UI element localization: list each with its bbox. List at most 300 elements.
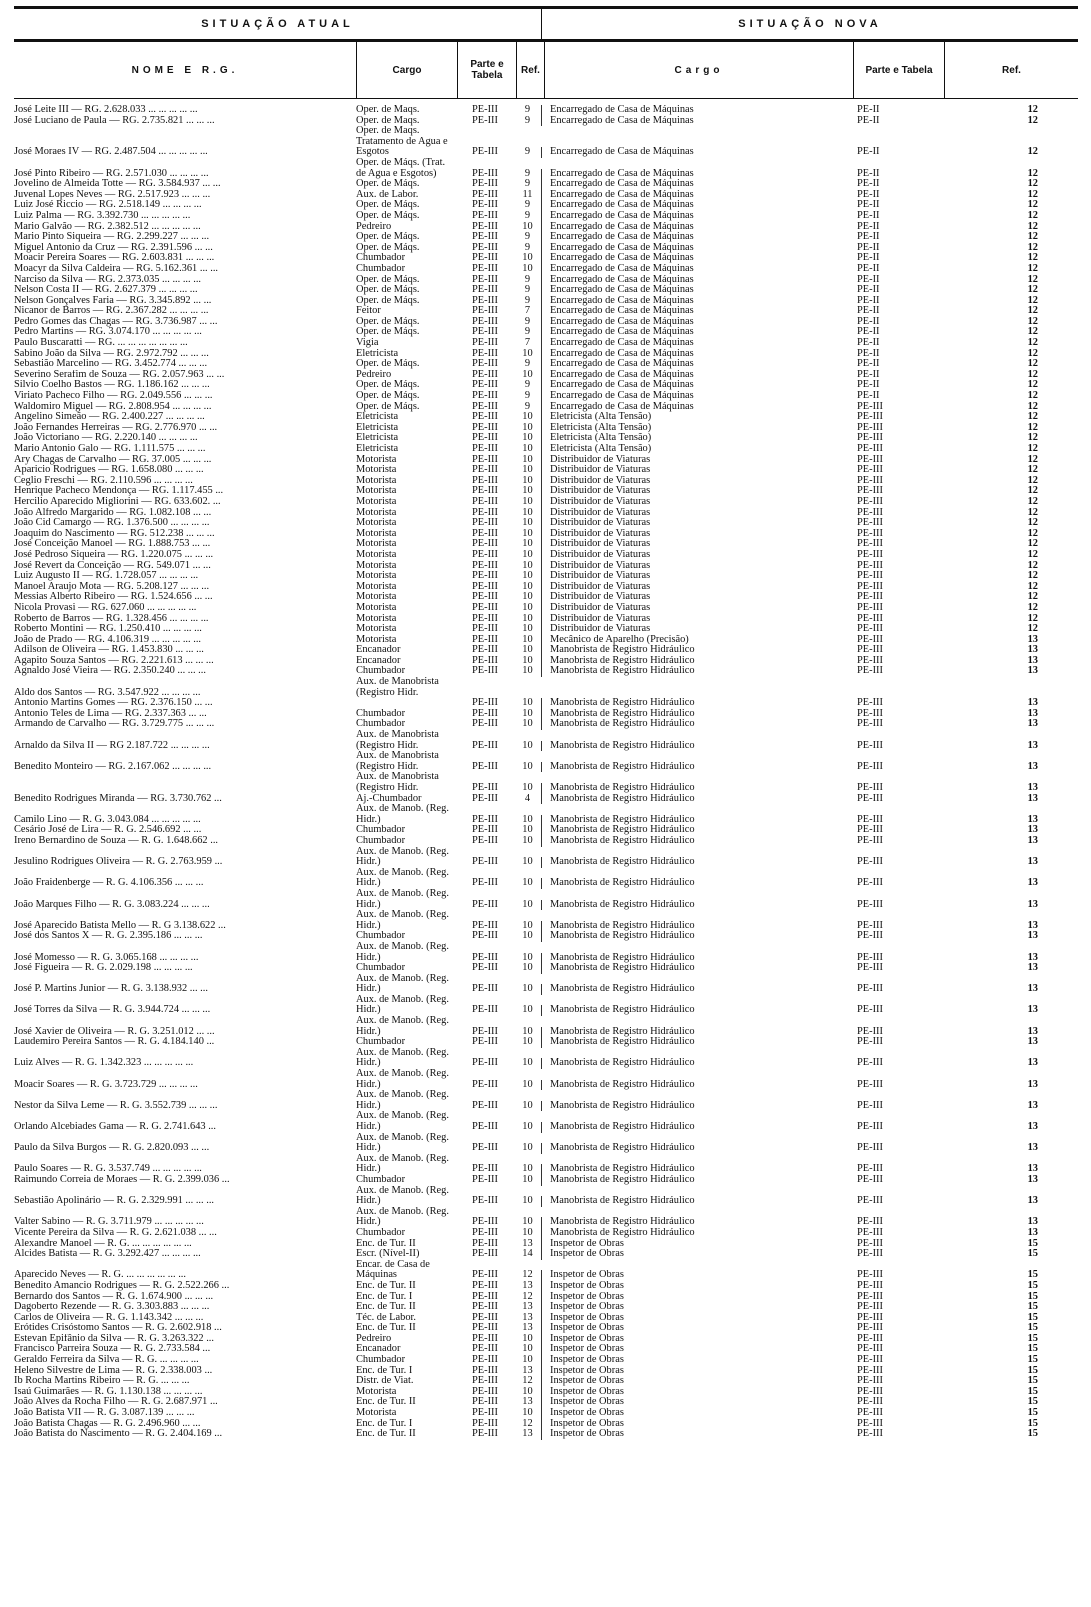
parte-cell: PE-III <box>472 1217 498 1228</box>
parte-new-cell: PE-II <box>857 221 880 232</box>
cargo-new-cell: Inspetor de Obras <box>541 1376 849 1387</box>
cargo-cell: Chumbador <box>356 708 406 719</box>
cargo-new-cell: Inspetor de Obras <box>541 1387 849 1398</box>
parte-cell: PE-III <box>472 740 498 751</box>
parte-cell: PE-III <box>472 496 498 507</box>
name-cell: Agapito Souza Santos — RG. 2.221.613 ... ... ... <box>14 655 214 666</box>
cargo-cell: Aux. de Manob. (Reg. Hidr.) <box>356 888 449 910</box>
cargo-cell: Oper. de Máqs. <box>356 380 420 391</box>
parte-new-cell: PE-III <box>857 422 883 433</box>
name-cell: Miguel Antonio da Cruz — RG. 2.391.596 ... ... <box>14 242 213 253</box>
parte-cell: PE-III <box>472 571 498 582</box>
ref-new-cell: 13 <box>1027 857 1038 868</box>
parte-cell: PE-III <box>472 581 498 592</box>
parte-new-cell: PE-III <box>857 857 883 868</box>
parte-cell: PE-III <box>472 645 498 656</box>
parte-cell: PE-III <box>472 602 498 613</box>
cargo-cell: Oper. de Máqs. <box>356 179 420 190</box>
cargo-cell: Eletricista <box>356 422 399 433</box>
ref-new-cell: 12 <box>1027 253 1038 264</box>
ref-new-cell: 15 <box>1027 1302 1038 1313</box>
parte-cell: PE-III <box>472 1079 498 1090</box>
name-cell: Nicanor de Barros — RG. 2.367.282 ... ... ... ... <box>14 306 209 317</box>
parte-new-cell: PE-III <box>857 433 883 444</box>
table-body <box>14 105 1078 1440</box>
ref-cell: 9 <box>524 391 531 402</box>
section-new: SITUAÇÃO NOVA <box>738 18 882 30</box>
cargo-cell: Enc. de Tur. II <box>356 1302 416 1313</box>
name-cell: Alcides Batista — R. G. 3.292.427 ... ... ... ... <box>14 1249 201 1260</box>
ref-new-cell: 15 <box>1027 1238 1038 1249</box>
table-row <box>14 264 1078 275</box>
ref-new-cell: 12 <box>1027 560 1038 571</box>
ref-cell: 10 <box>522 1174 533 1185</box>
ref-cell: 13 <box>522 1323 533 1334</box>
ref-new-cell: 13 <box>1027 740 1038 751</box>
ref-new-cell: 12 <box>1027 168 1038 179</box>
parte-cell: PE-III <box>472 327 498 338</box>
cargo-cell: Aux. de Manobrista (Registro Hidr. <box>356 730 439 751</box>
cargo-cell: Pedreiro <box>356 369 392 380</box>
cargo-new-cell: Distribuidor de Viaturas <box>541 508 849 519</box>
cargo-cell: Aux. de Manob. (Reg. Hidr.) <box>356 804 449 825</box>
parte-new-cell: PE-III <box>857 571 883 582</box>
table-row <box>14 582 1078 593</box>
parte-cell: PE-III <box>472 465 498 476</box>
table-row <box>14 847 1078 868</box>
cargo-cell: Motorista <box>356 475 397 486</box>
cargo-new-cell: Inspetor de Obras <box>541 1239 849 1250</box>
ref-new-cell: 15 <box>1027 1376 1038 1387</box>
name-cell: Benedito Rodrigues Miranda — RG. 3.730.762 ... <box>14 793 222 804</box>
cargo-cell: Motorista <box>356 465 397 476</box>
parte-cell: PE-III <box>472 1376 498 1387</box>
parte-cell: PE-III <box>472 1143 498 1154</box>
cargo-cell: Téc. de Labor. <box>356 1312 417 1323</box>
table-row <box>14 836 1078 847</box>
name-cell: Jovelino de Almeida Totte — RG. 3.584.937 ... ... <box>14 179 221 190</box>
ref-cell: 11 <box>522 189 533 200</box>
parte-cell: PE-III <box>472 1238 498 1249</box>
cargo-new-cell: Distribuidor de Viaturas <box>541 561 849 572</box>
ref-cell: 9 <box>524 359 531 370</box>
cargo-cell: Oper. de Maqs. Tratamento de Agua e Esgotos <box>356 126 448 158</box>
cargo-new-cell: Manobrista de Registro Hidráulico <box>541 666 849 677</box>
parte-new-cell: PE-III <box>857 518 883 529</box>
ref-cell: 10 <box>522 560 533 571</box>
table-row <box>14 698 1078 709</box>
ref-cell: 10 <box>522 878 533 889</box>
name-cell: Nelson Gonçalves Faria — RG. 3.345.892 ... ... <box>14 295 212 306</box>
parte-cell: PE-III <box>472 1291 498 1302</box>
ref-cell: 10 <box>522 539 533 550</box>
ref-cell: 13 <box>522 1280 533 1291</box>
parte-cell: PE-III <box>472 1429 498 1440</box>
cargo-new-cell: Manobrista de Registro Hidráulico <box>541 1037 849 1048</box>
name-cell: José Pinto Ribeiro — RG. 2.571.030 ... ... ... ... <box>14 167 209 179</box>
parte-cell: PE-III <box>472 359 498 370</box>
parte-new-cell: PE-III <box>857 740 883 751</box>
name-cell: José Luciano de Paula — RG. 2.735.821 ... ... ... <box>14 115 215 126</box>
ref-new-cell: 13 <box>1027 1164 1038 1175</box>
table-row <box>14 751 1078 772</box>
cargo-new-cell: Distribuidor de Viaturas <box>541 518 849 529</box>
cargo-cell: Oper. de Máqs. (Trat. de Agua e Esgotos) <box>356 157 446 179</box>
ref-cell: 9 <box>524 316 531 327</box>
table-row <box>14 709 1078 720</box>
document-sheet <box>14 6 1078 1440</box>
ref-cell: 10 <box>522 528 533 539</box>
cargo-new-cell: Manobrista de Registro Hidráulico <box>541 1080 849 1091</box>
table-row <box>14 476 1078 487</box>
parte-cell: PE-III <box>472 1249 498 1260</box>
cargo-new-cell: Inspetor de Obras <box>541 1419 849 1430</box>
table-row <box>14 1037 1078 1048</box>
name-cell: João Fraidenberge — R. G. 4.106.356 ... ... ... <box>14 877 204 889</box>
cargo-cell: Aux. de Manob. (Reg. Hidr.) <box>356 867 449 889</box>
ref-new-cell: 13 <box>1027 1174 1038 1185</box>
parte-new-cell: PE-III <box>857 1270 883 1281</box>
table-row <box>14 592 1078 603</box>
ref-new-cell: 12 <box>1027 465 1038 476</box>
ref-cell: 10 <box>522 412 533 423</box>
parte-new-cell: PE-II <box>857 359 880 370</box>
parte-cell: PE-III <box>472 899 498 910</box>
parte-new-cell: PE-III <box>857 1037 883 1048</box>
name-cell: Severino Serafim de Souza — RG. 2.057.963 ... ... <box>14 369 225 380</box>
section-header <box>14 9 1078 39</box>
cargo-new-cell: Manobrista de Registro Hidráulico <box>541 1196 849 1207</box>
ref-cell: 10 <box>522 1227 533 1238</box>
cargo-cell: Aux. de Manob. (Reg. Hidr.) <box>356 1206 449 1228</box>
cargo-cell: Oper. de Máqs. <box>356 391 420 402</box>
cargo-cell: Enc. de Tur. I <box>356 1365 413 1376</box>
name-cell: João Batista Chagas — R. G. 2.496.960 ... ... <box>14 1418 201 1429</box>
ref-cell: 9 <box>524 232 531 243</box>
cargo-new-cell: Distribuidor de Viaturas <box>541 497 849 508</box>
parte-cell: PE-III <box>472 200 498 211</box>
cargo-cell: Motorista <box>356 518 397 529</box>
parte-new-cell: PE-II <box>857 168 880 179</box>
name-cell: João Alves da Rocha Filho — R. G. 2.687.971 ... <box>14 1397 218 1408</box>
ref-new-cell: 12 <box>1027 115 1038 126</box>
cargo-new-cell: Distribuidor de Viaturas <box>541 624 849 635</box>
section-current: SITUAÇÃO ATUAL <box>14 9 542 39</box>
table-row <box>14 931 1078 942</box>
ref-cell: 10 <box>522 613 533 624</box>
cargo-cell <box>356 698 456 709</box>
ref-new-cell: 13 <box>1027 708 1038 719</box>
cargo-new-cell: Encarregado de Casa de Máquinas <box>541 296 849 307</box>
ref-cell: 14 <box>522 1249 533 1260</box>
parte-cell: PE-III <box>472 1397 498 1408</box>
name-cell: Sabino João da Silva — RG. 2.972.792 ... ... ... <box>14 348 209 359</box>
ref-new-cell: 12 <box>1027 444 1038 454</box>
table-row <box>14 1387 1078 1398</box>
ref-new-cell: 12 <box>1027 380 1038 391</box>
cargo-new-cell: Manobrista de Registro Hidráulico <box>541 1164 849 1175</box>
ref-new-cell: 13 <box>1027 899 1038 910</box>
name-cell: Aparecido Neves — R. G. ... ... ... ... ... ... <box>14 1269 186 1281</box>
parte-new-cell: PE-III <box>857 783 883 793</box>
parte-new-cell: PE-III <box>857 920 883 931</box>
parte-cell: PE-III <box>472 1196 498 1207</box>
table-row <box>14 825 1078 836</box>
table-row <box>14 963 1078 974</box>
cargo-cell: Aux. de Manobrista (Registro Hidr. <box>356 677 439 698</box>
cargo-new-cell: Manobrista de Registro Hidráulico <box>541 1027 849 1038</box>
cargo-cell: Oper. de Maqs. <box>356 105 420 115</box>
table-row <box>14 1111 1078 1132</box>
cargo-cell: Aux. de Labor. <box>356 189 419 200</box>
ref-cell: 10 <box>522 1217 533 1228</box>
table-row <box>14 603 1078 614</box>
cargo-cell: Chumbador <box>356 963 406 974</box>
parte-cell: PE-III <box>472 1026 498 1037</box>
ref-new-cell: 13 <box>1027 1227 1038 1238</box>
ref-new-cell: 13 <box>1027 634 1038 645</box>
parte-cell: PE-III <box>472 984 498 995</box>
parte-new-cell: PE-II <box>857 232 880 243</box>
ref-cell: 10 <box>522 634 533 645</box>
table-row <box>14 508 1078 519</box>
cargo-new-cell: Inspetor de Obras <box>541 1334 849 1345</box>
cargo-new-cell: Manobrista de Registro Hidráulico <box>541 645 849 656</box>
cargo-cell: Oper. de Máqs. <box>356 359 420 370</box>
ref-new-cell: 12 <box>1027 613 1038 624</box>
name-cell: Roberto de Barros — RG. 1.328.456 ... ... ... ... <box>14 613 209 624</box>
col-parte-header: Parte e Tabela <box>458 42 517 98</box>
cargo-new-cell: Manobrista de Registro Hidráulico <box>541 931 849 942</box>
ref-cell: 9 <box>524 105 531 115</box>
parte-cell: PE-III <box>472 539 498 550</box>
ref-new-cell: 13 <box>1027 645 1038 656</box>
cargo-cell: Motorista <box>356 592 397 603</box>
name-cell: Moacir Soares — R. G. 3.723.729 ... ... ... ... <box>14 1078 198 1090</box>
table-row <box>14 126 1078 158</box>
parte-new-cell: PE-III <box>857 465 883 476</box>
ref-cell: 13 <box>522 1302 533 1313</box>
cargo-new-cell: Encarregado de Casa de Máquinas <box>541 116 849 127</box>
cargo-new-cell: Inspetor de Obras <box>541 1366 849 1377</box>
cargo-new-cell: Encarregado de Casa de Máquinas <box>541 306 849 317</box>
cargo-cell: Aux. de Manob. (Reg. Hidr.) <box>356 1185 449 1207</box>
cargo-new-cell: Manobrista de Registro Hidráulico <box>541 836 849 847</box>
ref-new-cell: 12 <box>1027 316 1038 327</box>
parte-cell: PE-III <box>472 698 498 709</box>
table-row <box>14 497 1078 508</box>
table-row <box>14 423 1078 434</box>
parte-new-cell: PE-III <box>857 1079 883 1090</box>
cargo-new-cell: Manobrista de Registro Hidráulico <box>541 656 849 667</box>
ref-cell: 10 <box>522 1026 533 1037</box>
ref-new-cell: 12 <box>1027 624 1038 635</box>
cargo-cell: Aux. de Manob. (Reg. Hidr.) <box>356 846 449 868</box>
parte-new-cell: PE-III <box>857 1418 883 1429</box>
cargo-cell: Chumbador <box>356 1037 406 1048</box>
cargo-cell: Enc. de Tur. II <box>356 1238 416 1249</box>
parte-new-cell: PE-II <box>857 242 880 253</box>
cargo-new-cell: Distribuidor de Viaturas <box>541 539 849 550</box>
table-row <box>14 539 1078 550</box>
parte-new-cell: PE-III <box>857 1408 883 1419</box>
table-row <box>14 1154 1078 1175</box>
table-row <box>14 1408 1078 1419</box>
cargo-cell: Motorista <box>356 528 397 539</box>
parte-cell: PE-III <box>472 857 498 868</box>
name-cell: Jesulino Rodrigues Oliveira — R. G. 2.763.959 ... <box>14 856 223 868</box>
parte-cell: PE-III <box>472 1100 498 1111</box>
name-cell: Sebastião Apolinário — R. G. 2.329.991 ... ... ... <box>14 1195 215 1207</box>
cargo-cell: Motorista <box>356 507 397 518</box>
cargo-cell: Chumbador <box>356 253 406 264</box>
parte-new-cell: PE-III <box>857 1312 883 1323</box>
parte-cell: PE-III <box>472 348 498 359</box>
parte-new-cell: PE-III <box>857 475 883 486</box>
name-cell: Armando de Carvalho — RG. 3.729.775 ... ... ... <box>14 719 215 730</box>
cargo-new-cell: Manobrista de Registro Hidráulico <box>541 984 849 995</box>
name-cell: Alexandre Manoel — R. G. ... ... ... ... ... ... <box>14 1238 192 1249</box>
parte-new-cell: PE-II <box>857 338 880 349</box>
cargo-cell: Motorista <box>356 1408 397 1419</box>
cargo-cell: Eletricista <box>356 444 399 454</box>
ref-cell: 9 <box>524 210 531 221</box>
table-row <box>14 518 1078 529</box>
cargo-cell: Motorista <box>356 549 397 560</box>
table-row <box>14 105 1078 116</box>
cargo-cell: Oper. de Máqs. <box>356 232 420 243</box>
parte-cell: PE-III <box>472 1227 498 1238</box>
table-row <box>14 1090 1078 1111</box>
name-cell: Agnaldo José Vieira — RG. 2.350.240 ... ... ... <box>14 666 206 677</box>
cargo-new-cell: Encarregado de Casa de Máquinas <box>541 264 849 275</box>
cargo-cell: Aux. de Manob. (Reg. Hidr.) <box>356 941 449 963</box>
ref-new-cell: 13 <box>1027 1217 1038 1228</box>
cargo-new-cell: Manobrista de Registro Hidráulico <box>541 1175 849 1186</box>
name-cell: João Batista VII — R. G. 3.087.139 ... ... ... <box>14 1408 195 1419</box>
name-cell: Moacyr da Silva Caldeira — RG. 5.162.361 ... ... <box>14 263 219 274</box>
parte-cell: PE-III <box>472 666 498 677</box>
cargo-cell: Oper. de Máqs. <box>356 327 420 338</box>
table-row <box>14 1207 1078 1228</box>
name-cell: Aldo dos Santos — RG. 3.547.922 ... ... ... ... <box>14 686 201 698</box>
cargo-new-cell: Manobrista de Registro Hidráulico <box>541 953 849 964</box>
ref-cell: 10 <box>522 549 533 560</box>
cargo-cell: Chumbador <box>356 931 406 942</box>
table-row <box>14 1323 1078 1334</box>
name-cell: Luiz José Riccio — RG. 2.518.149 ... ... ... ... <box>14 200 202 211</box>
parte-new-cell: PE-III <box>857 793 883 804</box>
cargo-new-cell: Encarregado de Casa de Máquinas <box>541 222 849 233</box>
ref-cell: 9 <box>524 242 531 253</box>
ref-cell: 10 <box>522 1079 533 1090</box>
cargo-cell: Aux. de Manob. (Reg. Hidr.) <box>356 1069 449 1090</box>
ref-new-cell: 15 <box>1027 1333 1038 1344</box>
ref-new-cell: 15 <box>1027 1355 1038 1366</box>
ref-cell: 10 <box>522 496 533 507</box>
name-cell: Paulo da Silva Burgos — R. G. 2.820.093 ... ... <box>14 1142 210 1154</box>
parte-new-cell: PE-III <box>857 1333 883 1344</box>
parte-cell: PE-III <box>472 168 498 179</box>
parte-new-cell: PE-III <box>857 1249 883 1260</box>
table-row <box>14 635 1078 646</box>
ref-new-cell: 13 <box>1027 931 1038 942</box>
parte-new-cell: PE-III <box>857 486 883 497</box>
ref-cell: 10 <box>522 263 533 274</box>
table-row <box>14 571 1078 582</box>
name-cell: João Victoriano — RG. 2.220.140 ... ... ... ... <box>14 433 198 444</box>
table-row <box>14 910 1078 931</box>
cargo-cell: Enc. de Tur. I <box>356 1291 413 1302</box>
name-cell: Antonio Martins Gomes — RG. 2.376.150 ... ... <box>14 698 213 709</box>
cargo-cell: Chumbador <box>356 1227 406 1238</box>
ref-cell: 10 <box>522 857 533 868</box>
cargo-new-cell: Distribuidor de Viaturas <box>541 486 849 497</box>
ref-cell: 9 <box>524 168 531 179</box>
parte-new-cell: PE-III <box>857 539 883 550</box>
cargo-new-cell: Manobrista de Registro Hidráulico <box>541 1005 849 1016</box>
cargo-cell: Aux. de Manob. (Reg. Hidr.) <box>356 1016 449 1037</box>
ref-cell: 10 <box>522 1408 533 1419</box>
parte-new-cell: PE-III <box>857 1217 883 1228</box>
parte-cell: PE-III <box>472 232 498 243</box>
ref-cell: 10 <box>522 835 533 846</box>
table-row <box>14 211 1078 222</box>
parte-cell: PE-III <box>472 1122 498 1132</box>
parte-new-cell: PE-III <box>857 878 883 889</box>
name-cell: João Cid Camargo — RG. 1.376.500 ... ... ... ... <box>14 518 210 529</box>
cargo-new-cell: Distribuidor de Viaturas <box>541 592 849 603</box>
ref-new-cell: 13 <box>1027 963 1038 974</box>
name-cell: Estevan Epifânio da Silva — R. G. 3.263.322 ... <box>14 1333 214 1344</box>
cargo-new-cell: Manobrista de Registro Hidráulico <box>541 878 849 889</box>
parte-new-cell: PE-III <box>857 613 883 624</box>
ref-new-cell: 15 <box>1027 1291 1038 1302</box>
parte-new-cell: PE-III <box>857 1376 883 1387</box>
ref-new-cell: 15 <box>1027 1270 1038 1281</box>
table-row <box>14 179 1078 190</box>
parte-new-cell: PE-III <box>857 952 883 963</box>
table-row <box>14 285 1078 296</box>
name-cell: Nelson Costa II — RG. 2.627.379 ... ... ... ... <box>14 285 198 296</box>
ref-new-cell: 12 <box>1027 571 1038 582</box>
name-cell: João Fernandes Herreiras — RG. 2.776.970 ... ... <box>14 422 218 433</box>
name-cell: Ceglio Freschi — RG. 2.110.596 ... ... ... ... <box>14 475 193 486</box>
cargo-new-cell: Eletricista (Alta Tensão) <box>541 433 849 444</box>
name-cell: Isaú Guimarães — R. G. 1.130.138 ... ... ... ... <box>14 1386 203 1397</box>
col-name-header: NOME E R.G. <box>14 42 357 98</box>
cargo-cell: Motorista <box>356 581 397 592</box>
name-cell: Luiz Alves — R. G. 1.342.323 ... ... ... ... ... <box>14 1057 194 1069</box>
cargo-cell: Motorista <box>356 634 397 645</box>
table-row <box>14 1355 1078 1366</box>
parte-new-cell: PE-III <box>857 1323 883 1334</box>
ref-new-cell: 12 <box>1027 327 1038 338</box>
table-row <box>14 1334 1078 1345</box>
ref-new-cell: 12 <box>1027 454 1038 465</box>
parte-new-cell: PE-II <box>857 189 880 200</box>
name-cell: Bernardo dos Santos — R. G. 1.674.900 ... ... ... <box>14 1291 214 1302</box>
cargo-new-cell: Inspetor de Obras <box>541 1281 849 1292</box>
name-cell: Heleno Silvestre de Lima — R. G. 2.338.003 ... <box>14 1365 213 1376</box>
ref-cell: 10 <box>522 952 533 963</box>
cargo-cell: Enc. de Tur. II <box>356 1397 416 1408</box>
ref-cell: 10 <box>522 1355 533 1366</box>
parte-new-cell: PE-III <box>857 1429 883 1440</box>
name-cell: Messias Alberto Ribeiro — RG. 1.524.656 ... ... <box>14 592 213 603</box>
parte-new-cell: PE-III <box>857 1344 883 1355</box>
cargo-cell: Motorista <box>356 539 397 550</box>
